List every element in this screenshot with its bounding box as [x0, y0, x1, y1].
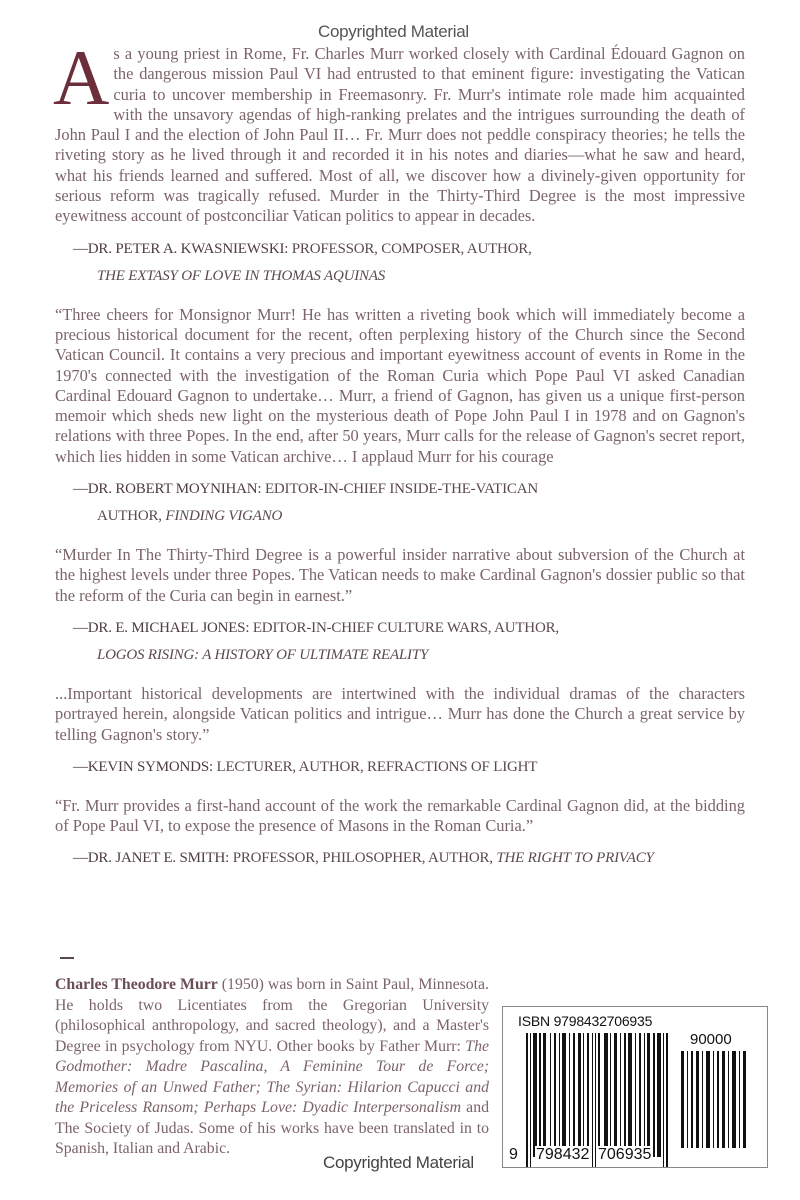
attribution-roles: LECTURER, AUTHOR, REFRACTIONS OF LIGHT [212, 758, 538, 775]
other-books: The Godmother: Madre Pascalina, A Feminine Tour de Force; Memories of an Unwed Father; The Syrian: Hilarion Capucci and the Priceless Ransom; Perhaps Love: Dyadic Interpersonalism [55, 1037, 489, 1116]
attribution-name: —DR. E. MICHAEL JONES: [73, 619, 250, 636]
attribution-name: —DR. JANET E. SMITH: [73, 850, 230, 867]
isbn-label: ISBN 9798432706935 [518, 1013, 653, 1029]
author-bio: Charles Theodore Murr (1950) was born in Saint Paul, Minnesota. He holds two Licentiates from the Gregorian University (philosophical anthropology, and sacred theology), and a Master's Degree in psychology from NYU. Other books by Father Murr: The Godmother: Madre Pascalina, A Feminine Tour de Force; Memories of an Unwed Father; The Syrian: Hilarion Capucci and the Priceless Ransom; Perhaps Love: Dyadic Interpersonalism and The Society of Judas. Some of his works have been translated in to Spanish, Italian and Arabic. [55, 976, 489, 1157]
endorsement-text: “Three cheers for Monsignor Murr! He has written a riveting book which will immediately become a precious historical document for the recent, often perplexing history of the Church since the Second Vatican Council. It contains a very precious and important eyewitness account of events in Rome in the 1970's connected with the investigation of the Roman Curia which Pope Paul VI asked Canadian Cardinal Edouard Gagnon to undertake… Murr, a friend of Gagnon, has given us a unique first-person memoir which sheds new light on the mysterious death of Pope John Paul I in 1978 and on Gagnon's relations with three Popes. In the end, after 50 years, Murr calls for the release of Gagnon's secret report, which lies hidden in some Vatican archive… I applaud Murr for his courage [55, 304, 745, 466]
attribution-work: LOGOS RISING: A HISTORY OF ULTIMATE REALITY [97, 646, 429, 663]
endorsement-smith [55, 796, 745, 869]
back-cover-content [53, 34, 745, 868]
endorsement-text: “Fr. Murr provides a first-hand account of the work the remarkable Cardinal Gagnon did, at the bidding of Pope Paul VI, to expose the presence of Masons in the Roman Curia.” [55, 795, 745, 836]
attribution-name: —DR. PETER A. KWASNIEWSKI: [73, 240, 289, 257]
attribution-work: THE EXTASY OF LOVE IN THOMAS AQUINAS [97, 267, 386, 284]
attribution-roles: PROFESSOR, COMPOSER, AUTHOR, [288, 240, 532, 257]
isbn-barcode [502, 1006, 768, 1168]
attribution-kwasniewski [73, 239, 745, 286]
author-name: Charles Theodore Murr [55, 976, 218, 993]
endorsement-text: ...Important historical developments are intertwined with the individual dramas of the characters portrayed herein, alongside Vatican politics and intrigue… Murr has done the Church a great service by telling Gagnon's story.” [55, 683, 745, 744]
attribution-roles: EDITOR-IN-CHIEF INSIDE-THE-VATICAN [261, 481, 538, 498]
intro-text: s a young priest in Rome, Fr. Charles Murr worked closely with Cardinal Édouard Gagnon on the dangerous mission Paul VI had entrusted to that eminent figure: investigating the Vatican curia to uncover membership in Freemasonry. Fr. Murr's intimate role made him acquainted with the unsavory agendas of high-ranking prelates and the intrigues surrounding the death of John Paul I and the election of John Paul II… Fr. Murr does not peddle conspiracy theories; he tells the riveting story as he lived through it and recorded it in his notes and diaries—what he saw and heard, what his friends learned and suffered. Most of all, we discover how a divinely-given opportunity for serious reform was tragically refused. Murder in the Thirty-Third Degree is the most impressive eyewitness account of postconciliar Vatican politics to appear in decades. [55, 44, 745, 226]
barcode-bars-addon [681, 1051, 753, 1151]
attribution-name: —DR. ROBERT MOYNIHAN: [73, 481, 262, 498]
attribution-roles: PROFESSOR, PHILOSOPHER, AUTHOR, [229, 850, 497, 867]
endorsement-jones [55, 545, 745, 665]
attribution-work: THE RIGHT TO PRIVACY [496, 850, 654, 867]
barcode-digits-left: 798432 [536, 1146, 590, 1163]
endorsement-text: “Murder In The Thirty-Third Degree is a powerful insider narrative about subversion of the Church at the highest levels under three Popes. The Vatican needs to make Cardinal Gagnon's dossier public so that the reform of the Curia can begin in earnest.” [55, 545, 745, 605]
endorsement-symonds [55, 684, 745, 777]
attribution-prefix: AUTHOR, [97, 508, 166, 525]
attribution-name: —KEVIN SYMONDS: [73, 758, 213, 775]
attribution-roles: EDITOR-IN-CHIEF CULTURE WARS, AUTHOR, [249, 619, 559, 636]
copyright-watermark-bottom: Copyrighted Material [323, 1153, 474, 1172]
section-divider [60, 957, 74, 959]
barcode-digits-right: 706935 [598, 1146, 652, 1163]
copyright-watermark-top: Copyrighted Material [318, 22, 469, 41]
price-code: 90000 [690, 1031, 732, 1048]
dropcap-letter: A [53, 34, 110, 121]
endorsement-moynihan [55, 305, 745, 526]
barcode-digit-first: 9 [509, 1146, 518, 1163]
attribution-work: FINDING VIGANO [165, 508, 283, 525]
intro-blurb [53, 34, 745, 286]
